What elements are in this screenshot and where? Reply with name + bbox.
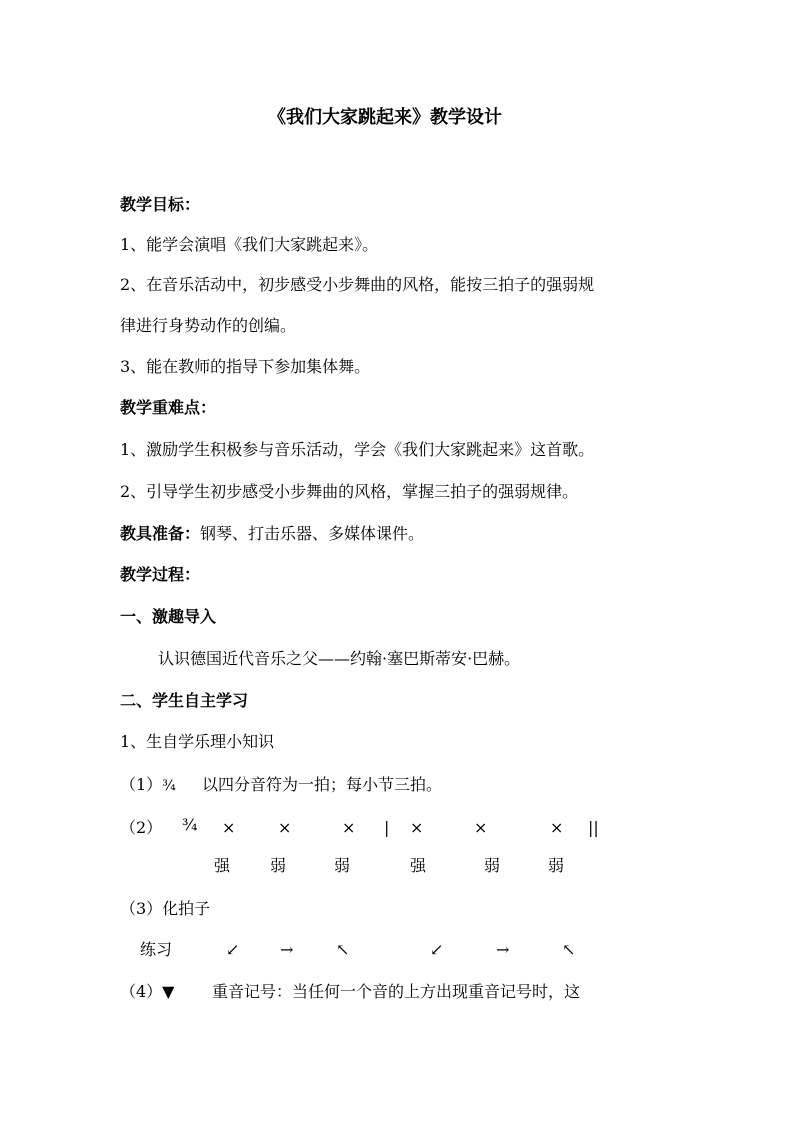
time-signature: ¾ bbox=[162, 778, 176, 794]
bar-line: | bbox=[384, 818, 390, 837]
key-point-1: 1、激励学生积极参与音乐活动，学会《我们大家跳起来》这首歌。 bbox=[120, 440, 595, 459]
time-signature-2: ¾ bbox=[182, 815, 198, 834]
section-2-heading: 二、学生自主学习 bbox=[120, 691, 249, 710]
beat-6: × bbox=[550, 818, 564, 837]
beat-2: × bbox=[278, 818, 292, 837]
section-1-heading: 一、激趣导入 bbox=[120, 607, 217, 626]
tools-text: 钢琴、打击乐器、多媒体课件。 bbox=[200, 524, 425, 543]
strength-4: 强 bbox=[410, 856, 427, 875]
beat-4: × bbox=[410, 818, 424, 837]
arrow-up-left-icon: ↖ bbox=[336, 940, 350, 959]
point-3: （3）化拍子 bbox=[120, 899, 211, 918]
arrow-down-left-icon: ↙ bbox=[226, 940, 240, 959]
point-4-label: （4）▼ bbox=[120, 982, 175, 1001]
arrow-up-left-icon: ↖ bbox=[562, 940, 576, 959]
document-title: 《我们大家跳起来》教学设计 bbox=[268, 107, 502, 128]
objective-3: 3、能在教师的指导下参加集体舞。 bbox=[120, 357, 371, 376]
tools-line bbox=[120, 524, 424, 544]
point-2-label: （2） bbox=[120, 818, 163, 837]
double-bar-line: || bbox=[588, 818, 599, 837]
tools-label: 教具准备： bbox=[120, 524, 201, 543]
point-4-text: 重音记号：当任何一个音的上方出现重音记号时，这 bbox=[212, 982, 581, 1001]
point-1-text: 以四分音符为一拍；每小节三拍。 bbox=[202, 775, 443, 794]
practice-label: 练习 bbox=[140, 940, 173, 959]
arrow-right-icon: → bbox=[496, 940, 510, 959]
strength-6: 弱 bbox=[548, 856, 565, 875]
strength-3: 弱 bbox=[334, 856, 351, 875]
point-1 bbox=[120, 775, 176, 796]
process-heading: 教学过程： bbox=[120, 565, 201, 584]
objective-1: 1、能学会演唱《我们大家跳起来》。 bbox=[120, 235, 379, 254]
objective-2-line-2: 律进行身势动作的创编。 bbox=[120, 316, 297, 335]
objectives-heading: 教学目标： bbox=[120, 195, 201, 214]
section-1-text: 认识德国近代音乐之父——约翰·塞巴斯蒂安·巴赫。 bbox=[158, 649, 521, 668]
subsection-1: 1、生自学乐理小知识 bbox=[120, 732, 275, 751]
strength-5: 弱 bbox=[484, 856, 501, 875]
key-points-heading: 教学重难点： bbox=[120, 398, 217, 417]
key-point-2: 2、引导学生初步感受小步舞曲的风格，掌握三拍子的强弱规律。 bbox=[120, 482, 579, 501]
objective-2-line-1: 2、在音乐活动中，初步感受小步舞曲的风格，能按三拍子的强弱规 bbox=[120, 275, 595, 294]
beat-1: × bbox=[222, 818, 236, 837]
point-1-label: （1） bbox=[120, 775, 163, 794]
arrow-right-icon: → bbox=[280, 940, 294, 959]
strength-1: 强 bbox=[214, 856, 231, 875]
arrow-down-left-icon: ↙ bbox=[430, 940, 444, 959]
beat-5: × bbox=[474, 818, 488, 837]
strength-2: 弱 bbox=[270, 856, 287, 875]
beat-3: × bbox=[342, 818, 356, 837]
